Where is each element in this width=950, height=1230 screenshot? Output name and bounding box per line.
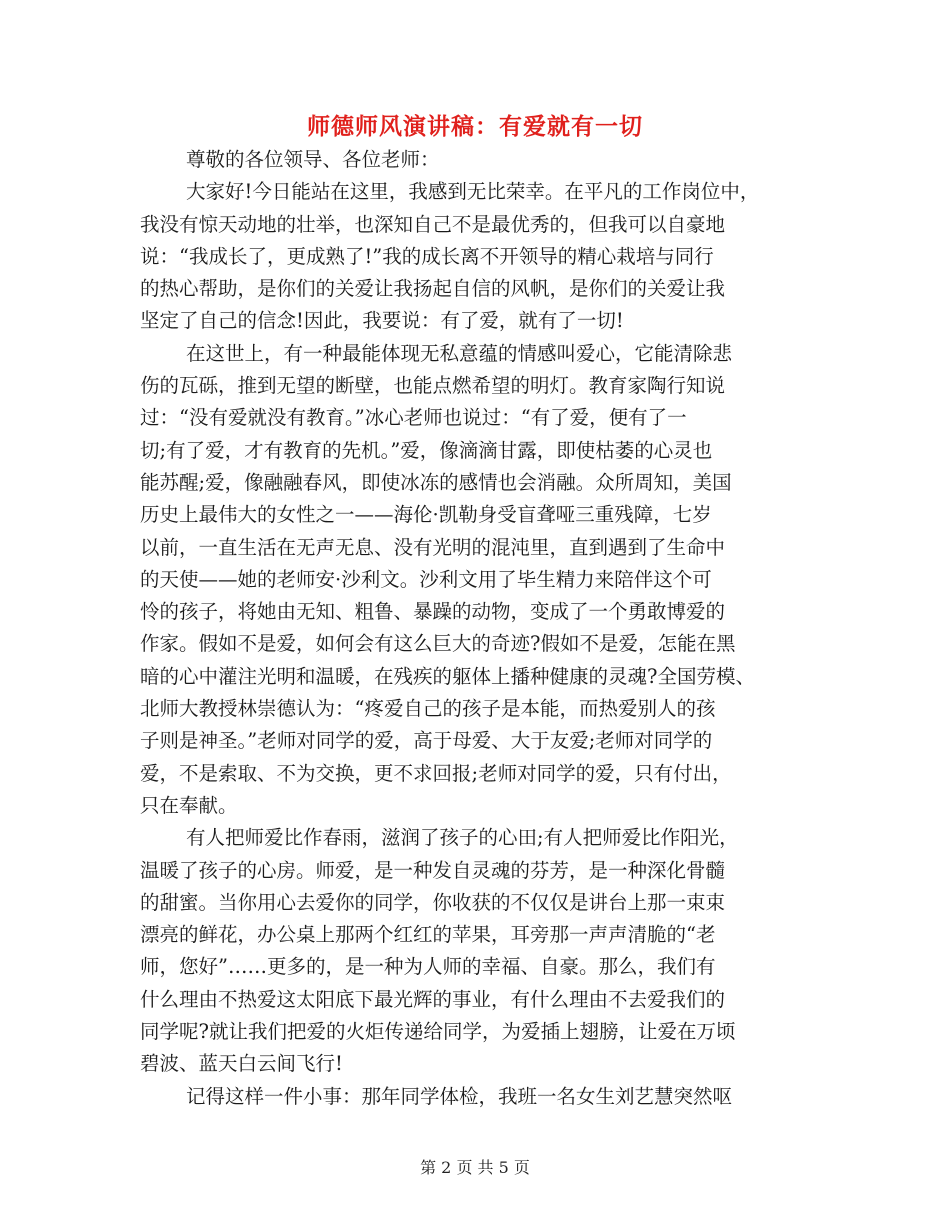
document-title: 师德师风演讲稿：有爱就有一切 <box>307 113 643 140</box>
paragraph-line: 北师大教授林崇德认为：“疼爱自己的孩子是本能，而热爱别人的孩 <box>140 697 716 721</box>
paragraph-line: 记得这样一件小事：那年同学体检，我班一名女生刘艺慧突然呕 <box>186 1084 733 1108</box>
paragraph-line: 能苏醒;爱，像融融春风，即使冰冻的感情也会消融。众所周知，美国 <box>140 470 732 494</box>
document-body <box>140 144 810 1113</box>
salutation-line: 尊敬的各位领导、各位老师： <box>186 148 440 171</box>
paragraph-line: 过：“没有爱就没有教育。”冰心老师也说过：“有了爱，便有了一 <box>140 406 687 430</box>
paragraph-line: 以前，一直生活在无声无息、没有光明的混沌里，直到遇到了生命中 <box>140 535 726 559</box>
paragraph-line: 切;有了爱，才有教育的先机。”爱，像滴滴甘露，即使枯萎的心灵也 <box>140 438 713 462</box>
paragraph-line: 爱，不是索取、不为交换，更不求回报;老师对同学的爱，只有付出， <box>140 761 732 785</box>
page-number-footer: 第 2 页 共 5 页 <box>420 1158 530 1177</box>
paragraph-line: 说：“我成长了，更成熟了!”我的成长离不开领导的精心栽培与同行 <box>140 244 714 268</box>
paragraph-line: 怜的孩子，将她由无知、粗鲁、暴躁的动物，变成了一个勇敢博爱的 <box>140 600 726 624</box>
paragraph-line: 的甜蜜。当你用心去爱你的同学，你收获的不仅仅是讲台上那一束束 <box>140 890 726 914</box>
paragraph-line: 只在奉献。 <box>140 793 238 817</box>
paragraph-line: 的天使——她的老师安·沙利文。沙利文用了毕生精力来陪伴这个可 <box>140 567 712 591</box>
paragraph-line: 历史上最伟大的女性之一——海伦·凯勒身受盲聋哑三重残障，七岁 <box>140 503 712 527</box>
paragraph-line: 坚定了自己的信念!因此，我要说：有了爱，就有了一切! <box>140 309 624 333</box>
paragraph-line: 漂亮的鲜花，办公桌上那两个红红的苹果，耳旁那一声声清脆的“老 <box>140 923 716 947</box>
paragraph-line: 碧波、蓝天白云间飞行! <box>140 1052 343 1076</box>
paragraph-line: 作家。假如不是爱，如何会有这么巨大的奇迹?假如不是爱，怎能在黑 <box>140 632 736 656</box>
paragraph-line: 有人把师爱比作春雨，滋润了孩子的心田;有人把师爱比作阳光， <box>186 826 739 850</box>
paragraph-line: 温暖了孩子的心房。师爱，是一种发自灵魂的芬芳，是一种深化骨髓 <box>140 858 726 882</box>
paragraph-line: 师，您好”……更多的，是一种为人师的幸福、自豪。那么，我们有 <box>140 955 716 979</box>
paragraph-line: 在这世上，有一种最能体现无私意蕴的情感叫爱心，它能清除悲 <box>186 341 733 365</box>
paragraph-line: 子则是神圣。”老师对同学的爱，高于母爱、大于友爱;老师对同学的 <box>140 729 713 753</box>
paragraph-line: 我没有惊天动地的壮举，也深知自己不是最优秀的，但我可以自豪地 <box>140 212 726 236</box>
paragraph-line: 同学呢?就让我们把爱的火炬传递给同学，为爱插上翅膀，让爱在万顷 <box>140 1020 736 1044</box>
paragraph-line: 大家好!今日能站在这里，我感到无比荣幸。在平凡的工作岗位中， <box>186 180 760 204</box>
paragraph-line: 的热心帮助，是你们的关爱让我扬起自信的风帆，是你们的关爱让我 <box>140 277 726 301</box>
paragraph-line: 什么理由不热爱这太阳底下最光辉的事业，有什么理由不去爱我们的 <box>140 987 726 1011</box>
paragraph-line: 伤的瓦砾，推到无望的断壁，也能点燃希望的明灯。教育家陶行知说 <box>140 374 726 398</box>
paragraph-line: 暗的心中灌注光明和温暖，在残疾的躯体上播种健康的灵魂?全国劳模、 <box>140 664 755 688</box>
